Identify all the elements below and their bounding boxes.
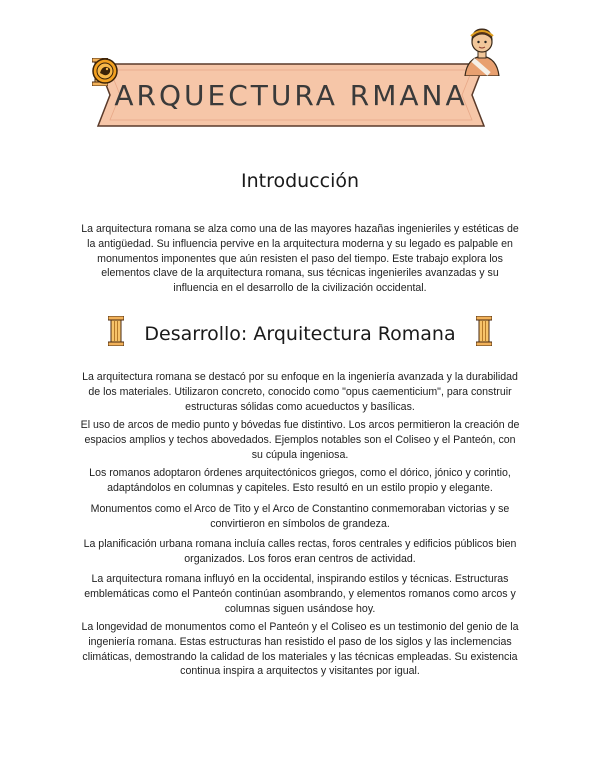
development-heading-row — [0, 316, 600, 351]
development-paragraph: La arquitectura romana influyó en la occidental, inspirando estilos y técnicas. Estructuras emblemáticas como el Panteón continúan asombrando, y elementos romanos como arcos y columnas siguen usándose hoy. — [84, 573, 516, 615]
development-paragraph: La arquitectura romana se destacó por su enfoque en la ingeniería avanzada y la durabilidad de los materiales. Utilizaron concreto, conocido como "opus caementicium", para construir estructuras sólidas como acueductos y basílicas. — [82, 371, 518, 413]
development-heading: Desarrollo: Arquitectura Romana — [144, 322, 456, 345]
development-paragraph: La planificación urbana romana incluía calles rectas, foros centrales y edificios públicos bien organizados. Los foros eran centros de actividad. — [83, 538, 517, 565]
development-paragraph: Monumentos como el Arco de Tito y el Arco de Constantino conmemoraban victorias y se convirtieron en símbolos de grandeza. — [90, 503, 510, 530]
development-paragraph: La longevidad de monumentos como el Panteón y el Coliseo es un testimonio del genio de la ingeniería romana. Estas estructuras han resistido el paso de los siglos y las inclemencias climáticas, demostrando la calidad de los materiales y las técnicas empleadas. Su existencia continua inspira a arquitectos y visitantes por igual. — [81, 621, 519, 678]
title-part-2: ECTURA R — [207, 78, 373, 112]
column-icon — [476, 316, 492, 351]
introduction-heading: Introducción — [240, 170, 360, 192]
roman-figure-icon — [461, 24, 503, 81]
development-paragraph: Los romanos adoptaron órdenes arquitectónicos griegos, como el dórico, jónico y corintio, adaptándolos en columnas y capiteles. Esto resultó en un estilo propio y elegante. — [89, 467, 511, 494]
page-title — [92, 58, 490, 132]
column-icon — [108, 316, 124, 351]
title-part-1: ARQU — [114, 78, 208, 112]
introduction-paragraph: La arquitectura romana se alza como una de las mayores hazañas ingenieriles y estéticas de la antigüedad. Su influencia pervive en la arquitectura moderna y su legado es palpable en monumentos imponentes que aún resisten el paso del tiempo. Este trabajo explora los elementos clave de la arquitectura romana, sus técnicas ingenieriles avanzadas y su influencia en el desarrollo de la civilización occidental. — [81, 223, 519, 295]
title-banner — [92, 58, 490, 132]
development-paragraph: El uso de arcos de medio punto y bóvedas fue distintivo. Los arcos permitieron la creación de espacios amplios y techos abovedados. Ejemplos notables son el Coliseo y el Panteón, con su cúpula ingeniosa. — [80, 419, 520, 461]
title-part-3: MANA — [372, 78, 468, 112]
